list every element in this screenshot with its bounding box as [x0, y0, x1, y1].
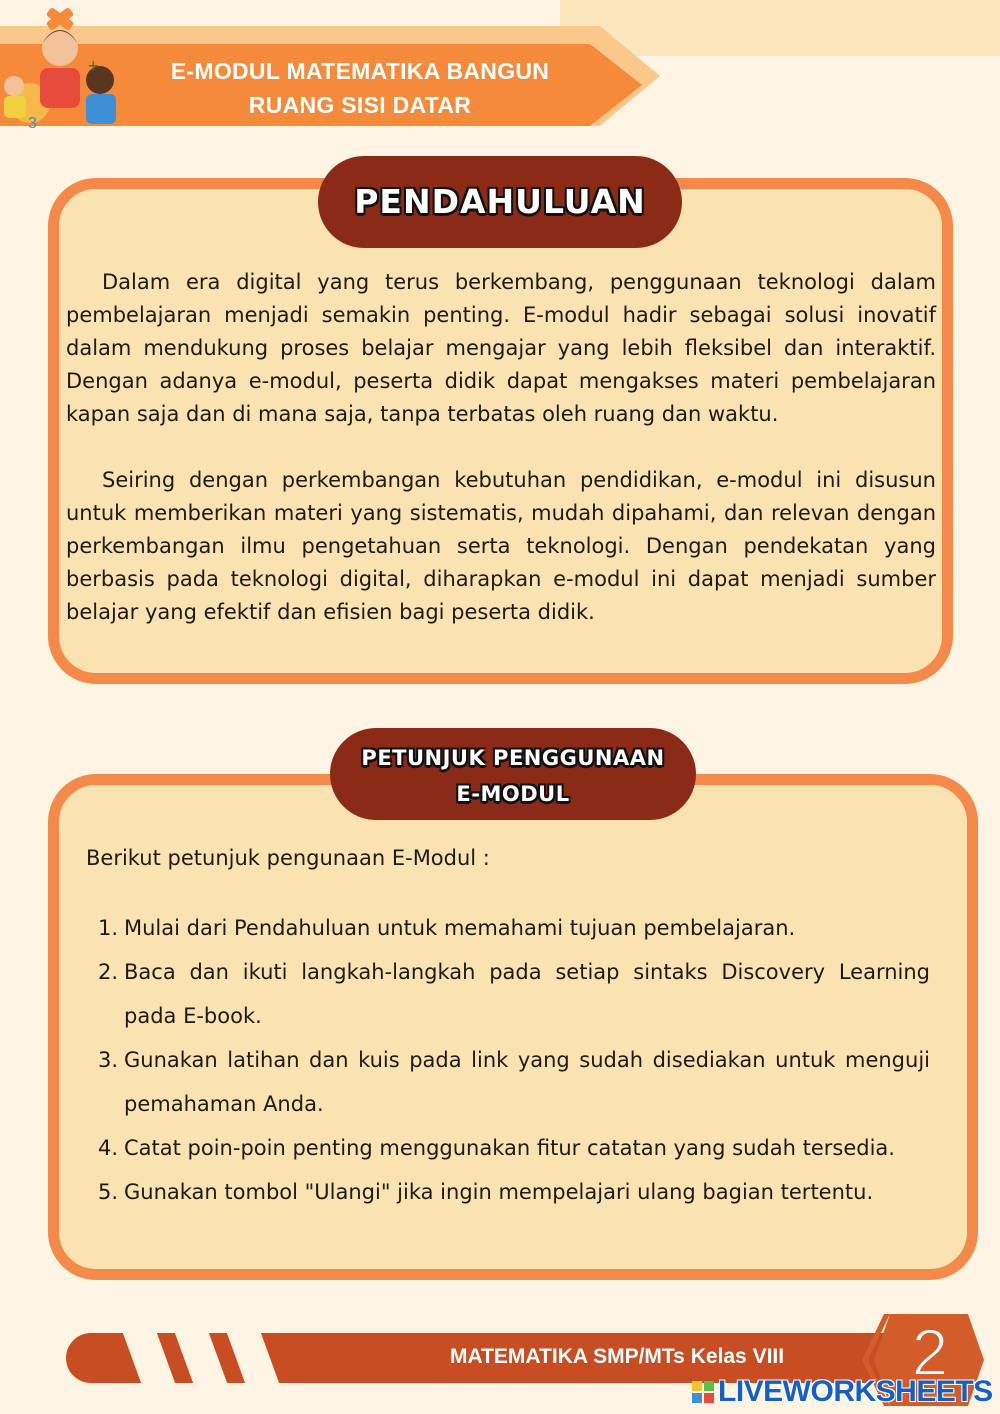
pendahuluan-paragraph-2: Seiring dengan perkembangan kebutuhan pendidikan, e-modul ini disusun untuk memberikan materi yang sistematis, mudah dipahami, dan relevan dengan perkembangan ilmu pengetahuan serta teknologi. Dengan pendekatan yang berbasis pada teknologi digital, diharapkan e-modul ini dapat menjadi sumber belajar yang efektif dan efisien bagi peserta didik.	[66, 468, 936, 624]
list-item-number: 5.	[98, 1180, 119, 1204]
list-item-number: 4.	[98, 1136, 119, 1160]
list-item	[98, 1038, 930, 1126]
petunjuk-heading-line1: PETUNJUK PENGGUNAAN	[361, 746, 665, 770]
list-item	[98, 1170, 930, 1214]
petunjuk-list	[98, 906, 930, 1214]
footer-subject: MATEMATIKA SMP/MTs Kelas VIII	[450, 1345, 785, 1368]
list-item-number: 1.	[98, 916, 119, 940]
list-item-number: 3.	[98, 1048, 119, 1072]
watermark-text: LIVEWORKSHEETS	[718, 1375, 993, 1408]
pendahuluan-body	[66, 266, 936, 629]
pendahuluan-heading: PENDAHULUAN	[318, 156, 682, 248]
svg-text:3: 3	[28, 115, 37, 130]
list-item-text: Baca dan ikuti langkah-langkah pada setiap sintaks Discovery Learning pada E-book.	[124, 960, 930, 1028]
petunjuk-heading	[330, 728, 696, 820]
list-item	[98, 1126, 930, 1170]
page-number: 2	[911, 1315, 949, 1389]
pendahuluan-paragraph-1: Dalam era digital yang terus berkembang, penggunaan teknologi dalam pembelajaran menjadi semakin penting. E-modul hadir sebagai solusi inovatif dalam mendukung proses belajar mengajar yang lebih fleksibel dan interaktif. Dengan adanya e-modul, peserta didik dapat mengakses materi pembelajaran kapan saja dan di mana saja, tanpa terbatas oleh ruang dan waktu.	[66, 270, 936, 426]
module-title-line1: E-MODUL MATEMATIKA BANGUN	[170, 58, 550, 84]
list-item	[98, 906, 930, 950]
module-title	[120, 54, 600, 122]
top-decor-band	[560, 0, 1000, 56]
svg-text:+: +	[88, 56, 99, 76]
petunjuk-intro: Berikut petunjuk pengunaan E-Modul :	[86, 846, 490, 870]
liveworksheets-watermark	[692, 1374, 993, 1410]
module-title-line2: RUANG SISI DATAR	[248, 92, 472, 118]
list-item-text: Catat poin-poin penting menggunakan fitur catatan yang sudah tersedia.	[124, 1136, 895, 1160]
liveworksheets-logo-icon	[692, 1381, 714, 1403]
list-item-text: Gunakan tombol "Ulangi" jika ingin mempelajari ulang bagian tertentu.	[124, 1180, 874, 1204]
kids-illustration	[0, 8, 125, 130]
list-item-text: Gunakan latihan dan kuis pada link yang sudah disediakan untuk menguji pemahaman Anda.	[124, 1048, 930, 1116]
list-item-number: 2.	[98, 960, 119, 984]
list-item	[98, 950, 930, 1038]
list-item-text: Mulai dari Pendahuluan untuk memahami tujuan pembelajaran.	[124, 916, 796, 940]
petunjuk-heading-line2: E-MODUL	[456, 782, 570, 806]
